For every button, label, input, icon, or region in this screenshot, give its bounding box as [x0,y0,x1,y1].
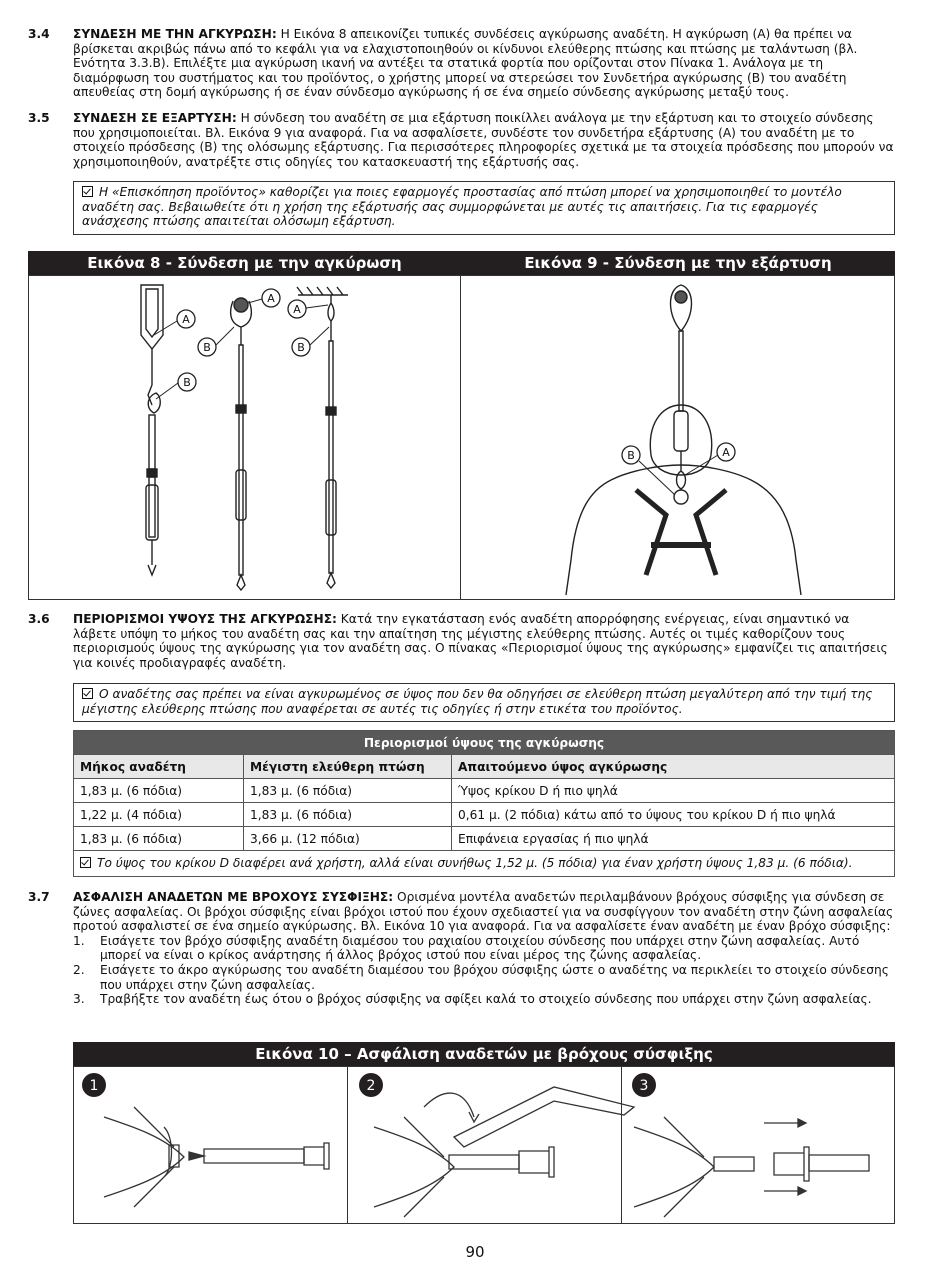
table-cell: Ύψος κρίκου D ή πιο ψηλά [452,779,895,803]
table-row [74,779,895,803]
table-cell: 3,66 μ. (12 πόδια) [244,827,452,851]
checkbox-icon [82,186,93,197]
section-title: ΠΕΡΙΟΡΙΣΜΟΙ ΥΨΟΥΣ ΤΗΣ ΑΓΚΥΡΩΣΗΣ: [73,612,337,626]
section-3-4 [28,27,896,100]
table-cell: 1,22 μ. (4 πόδια) [74,803,244,827]
label-a: A [182,313,190,326]
lanyard-loop [204,1149,304,1163]
table-cell: 0,61 μ. (2 πόδια) κάτω από το ύψους του κρίκου D ή πιο ψηλά [452,803,895,827]
steps-list [73,934,896,1007]
page-number: 90 [465,1243,485,1261]
section-body: Η Εικόνα 8 απεικονίζει τυπικές συνδέσεις αγκύρωσης αναδέτη. Η αγκύρωση (A) θα πρέπει να βρίσκεται ακριβώς πάνω από το κεφάλι για να ελαχιστοποιηθούν οι κίνδυνοι ελεύθερης πτώσης και πτώσης με ταλάντωση (βλ. Ενότητα 3.3.B). Επιλέξτε μια αγκύρωση ικανή να αντέξει τα στατικά φορτία που ορίζονται στον Πίνακα 1. Ανάλογα με τη διαμόρφωση του συστήματος και του προϊόντος, ο χρήστης μπορεί να στερεώσει τον Συνδετήρα αγκύρωσης (B) του αναδέτη απευθείας στη δομή αγκύρωσης ή σε έναν σύνδεσμο αγκύρωσης ή σε ένα σημείο σύνδεσης αγκύρωσης μεταξύ τους. [73,27,858,100]
figure-8-illustration [28,275,461,600]
table-header-row [74,755,895,779]
label-a: A [722,446,730,459]
lanyard-end [454,1087,634,1147]
label-b: B [203,341,211,354]
figure-9-illustration [461,275,895,600]
note-text: Ο αναδέτης σας πρέπει να είναι αγκυρωμένος σε ύψος που δεν θα οδηγήσει σε ελεύθερη πτώση μεγαλύτερη από την τιμή της μέγιστης ελεύθερης πτώσης που αναφέρεται σε αυτές τις οδηγίες ή στην ετικέτα του προϊόντος. [82,687,873,716]
energy-absorber [674,411,688,451]
section-title: ΣΥΝΔΕΣΗ ΜΕ ΤΗΝ ΑΓΚΥΡΩΣΗ: [73,27,277,41]
table-cell: Επιφάνεια εργασίας ή πιο ψηλά [452,827,895,851]
column-header: Απαιτούμενο ύψος αγκύρωσης [452,755,895,779]
energy-absorber [146,485,158,540]
table-cell: 1,83 μ. (6 πόδια) [74,827,244,851]
ceiling-structure [297,287,348,295]
harness-webbing [636,490,726,575]
table-row [74,827,895,851]
label-a: A [293,303,301,316]
section-number: 3.7 [28,890,50,904]
beam-anchor-strap [141,285,163,349]
table-title: Περιορισμοί ύψους της αγκύρωσης [74,731,895,755]
label-b: B [297,341,305,354]
lanyard-strap [679,331,683,411]
section-3-7 [28,890,896,1007]
table-row [74,803,895,827]
table-note: Το ύψος του κρίκου D διαφέρει ανά χρήστη, αλλά είναι συνήθως 1,52 μ. (5 πόδια) για έναν χρήστη ύψους 1,83 μ. (6 πόδια). [97,856,853,871]
step-number: 3 [639,1078,649,1094]
note-text: Η «Επισκόπηση προϊόντος» καθορίζει για ποιες εφαρμογές προστασίας από πτώση μπορεί να χρησιμοποιηθεί το μοντέλο αναδέτη σας. Βεβαιωθείτε ότι η χρήση της εξάρτυσής σας συμμορφώνεται με αυτές τις απαιτήσεις. Για τις εφαρμογές ανάσχεσης πτώσης απαιτείται ολόσωμη εξάρτυση. [82,185,842,229]
section-body: Ορισμένα μοντέλα αναδετών περιλαμβάνουν βρόχους σύσφιξης για σύνδεση σε ζώνες ασφαλείας. Οι βρόχοι σύσφιξης είναι βρόχοι ιστού που έχουν σχεδιαστεί για να συσφίγγουν τον αναδέτη στην ζώνη ασφαλείας προτού ασφαλιστεί σε ένα σημείο αγκύρωσης. Βλ. Εικόνα 10 για αναφορά. Για να ασφαλίσετε έναν αναδέτη με έναν βρόχο σύσφιξης: [73,890,894,934]
table-cell: 1,83 μ. (6 πόδια) [74,779,244,803]
section-3-5 [28,111,896,169]
table-note-row [74,851,895,877]
step-number: 2 [366,1078,376,1094]
table-cell: 1,83 μ. (6 πόδια) [244,803,452,827]
worker-shoulders [611,465,801,595]
step-number: 1 [89,1078,99,1094]
checkbox-icon [80,857,91,868]
checkbox-icon [82,688,93,699]
list-item: 1. Εισάγετε τον βρόχο σύσφιξης αναδέτη διαμέσου του ραχιαίου στοιχείου σύνδεσης που υπάρχει στην ζώνη ασφαλείας. Αυτό μπορεί να είναι ο κρίκος ανάρτησης ή άλλος βρόχος ιστού που είναι μέρος της ζώνης ασφαλείας. [73,933,860,963]
list-item: 2. Εισάγετε το άκρο αγκύρωσης του αναδέτη διαμέσου του βρόχου σύσφιξης ώστε ο αναδέτης να περικλείει το στοιχείο σύνδεσης που υπάρχει στην ζώνη ασφαλείας. [73,962,889,992]
label-a: A [267,292,275,305]
anchorage-height-table [73,730,895,877]
snap-hook [148,393,160,413]
figure-8-title: Εικόνα 8 - Σύνδεση με την αγκύρωση [28,251,461,275]
section-title: ΣΥΝΔΕΣΗ ΣΕ ΕΞΑΡΤΥΣΗ: [73,111,237,125]
table-cell: 1,83 μ. (6 πόδια) [244,779,452,803]
tighten-arrow [764,1123,804,1191]
section-number: 3.6 [28,612,50,626]
section-number: 3.5 [28,111,50,125]
column-header: Μέγιστη ελεύθερη πτώση [244,755,452,779]
note-free-fall [73,683,895,722]
list-item: 3. Τραβήξτε τον αναδέτη έως ότου ο βρόχος σύσφιξης να σφίξει καλά το στοιχείο σύνδεσης που υπάρχει στην ζώνη ασφαλείας. [73,992,872,1007]
figure-10-illustration [74,1067,894,1223]
note-harness-requirements [73,181,895,235]
label-b: B [627,449,635,462]
figure-9-title: Εικόνα 9 - Σύνδεση με την εξάρτυση [461,251,895,275]
section-body: Κατά την εγκατάσταση ενός αναδέτη απορρόφησης ενέργειας, είναι σημαντικό να λάβετε υπόψη το μήκος του αναδέτη σας και την απαίτηση της μέγιστης ελεύθερης πτώσης. Αυτές οι τιμές καθορίζουν τους περιορισμούς ύψους της αγκύρωσης για τον αναδέτη σας. Ο πίνακας «Περιορισμοί ύψους της αγκύρωσης» εμφανίζει τις απαιτήσεις για κοινές προδιαγραφές αναδέτη. [73,612,888,670]
insertion-arrow [424,1093,474,1117]
section-title: ΑΣΦΑΛΙΣΗ ΑΝΑΔΕΤΩΝ ΜΕ ΒΡΟΧΟΥΣ ΣΥΣΦΙΞΗΣ: [73,890,394,904]
column-header: Μήκος αναδέτη [74,755,244,779]
figure-10-title: Εικόνα 10 – Ασφάλιση αναδετών με βρόχους σύσφιξης [73,1042,895,1066]
anchor-point [234,298,248,312]
harness-back-webbing [104,1117,184,1197]
label-b: B [183,376,191,389]
section-body: Η σύνδεση του αναδέτη σε μια εξάρτυση ποικίλλει ανάλογα με την εξάρτυση και το στοιχείο σύνδεσης που χρησιμοποιείται. Βλ. Εικόνα 9 για αναφορά. Για να ασφαλίσετε, συνδέστε τον συνδετήρα εξάρτυσης (A) του αναδέτη με το στοιχείο πρόσδεσης (B) της ολόσωμης εξάρτυσης. Για περισσότερες πληροφορίες σχετικά με τα στοιχεία πρόσδεσης που μπορούν να χρησιμοποιηθούν, ανατρέξτε στις οδηγίες του κατασκευαστή της εξάρτυσής σας. [73,111,894,169]
section-3-6 [28,612,896,670]
section-number: 3.4 [28,27,50,41]
